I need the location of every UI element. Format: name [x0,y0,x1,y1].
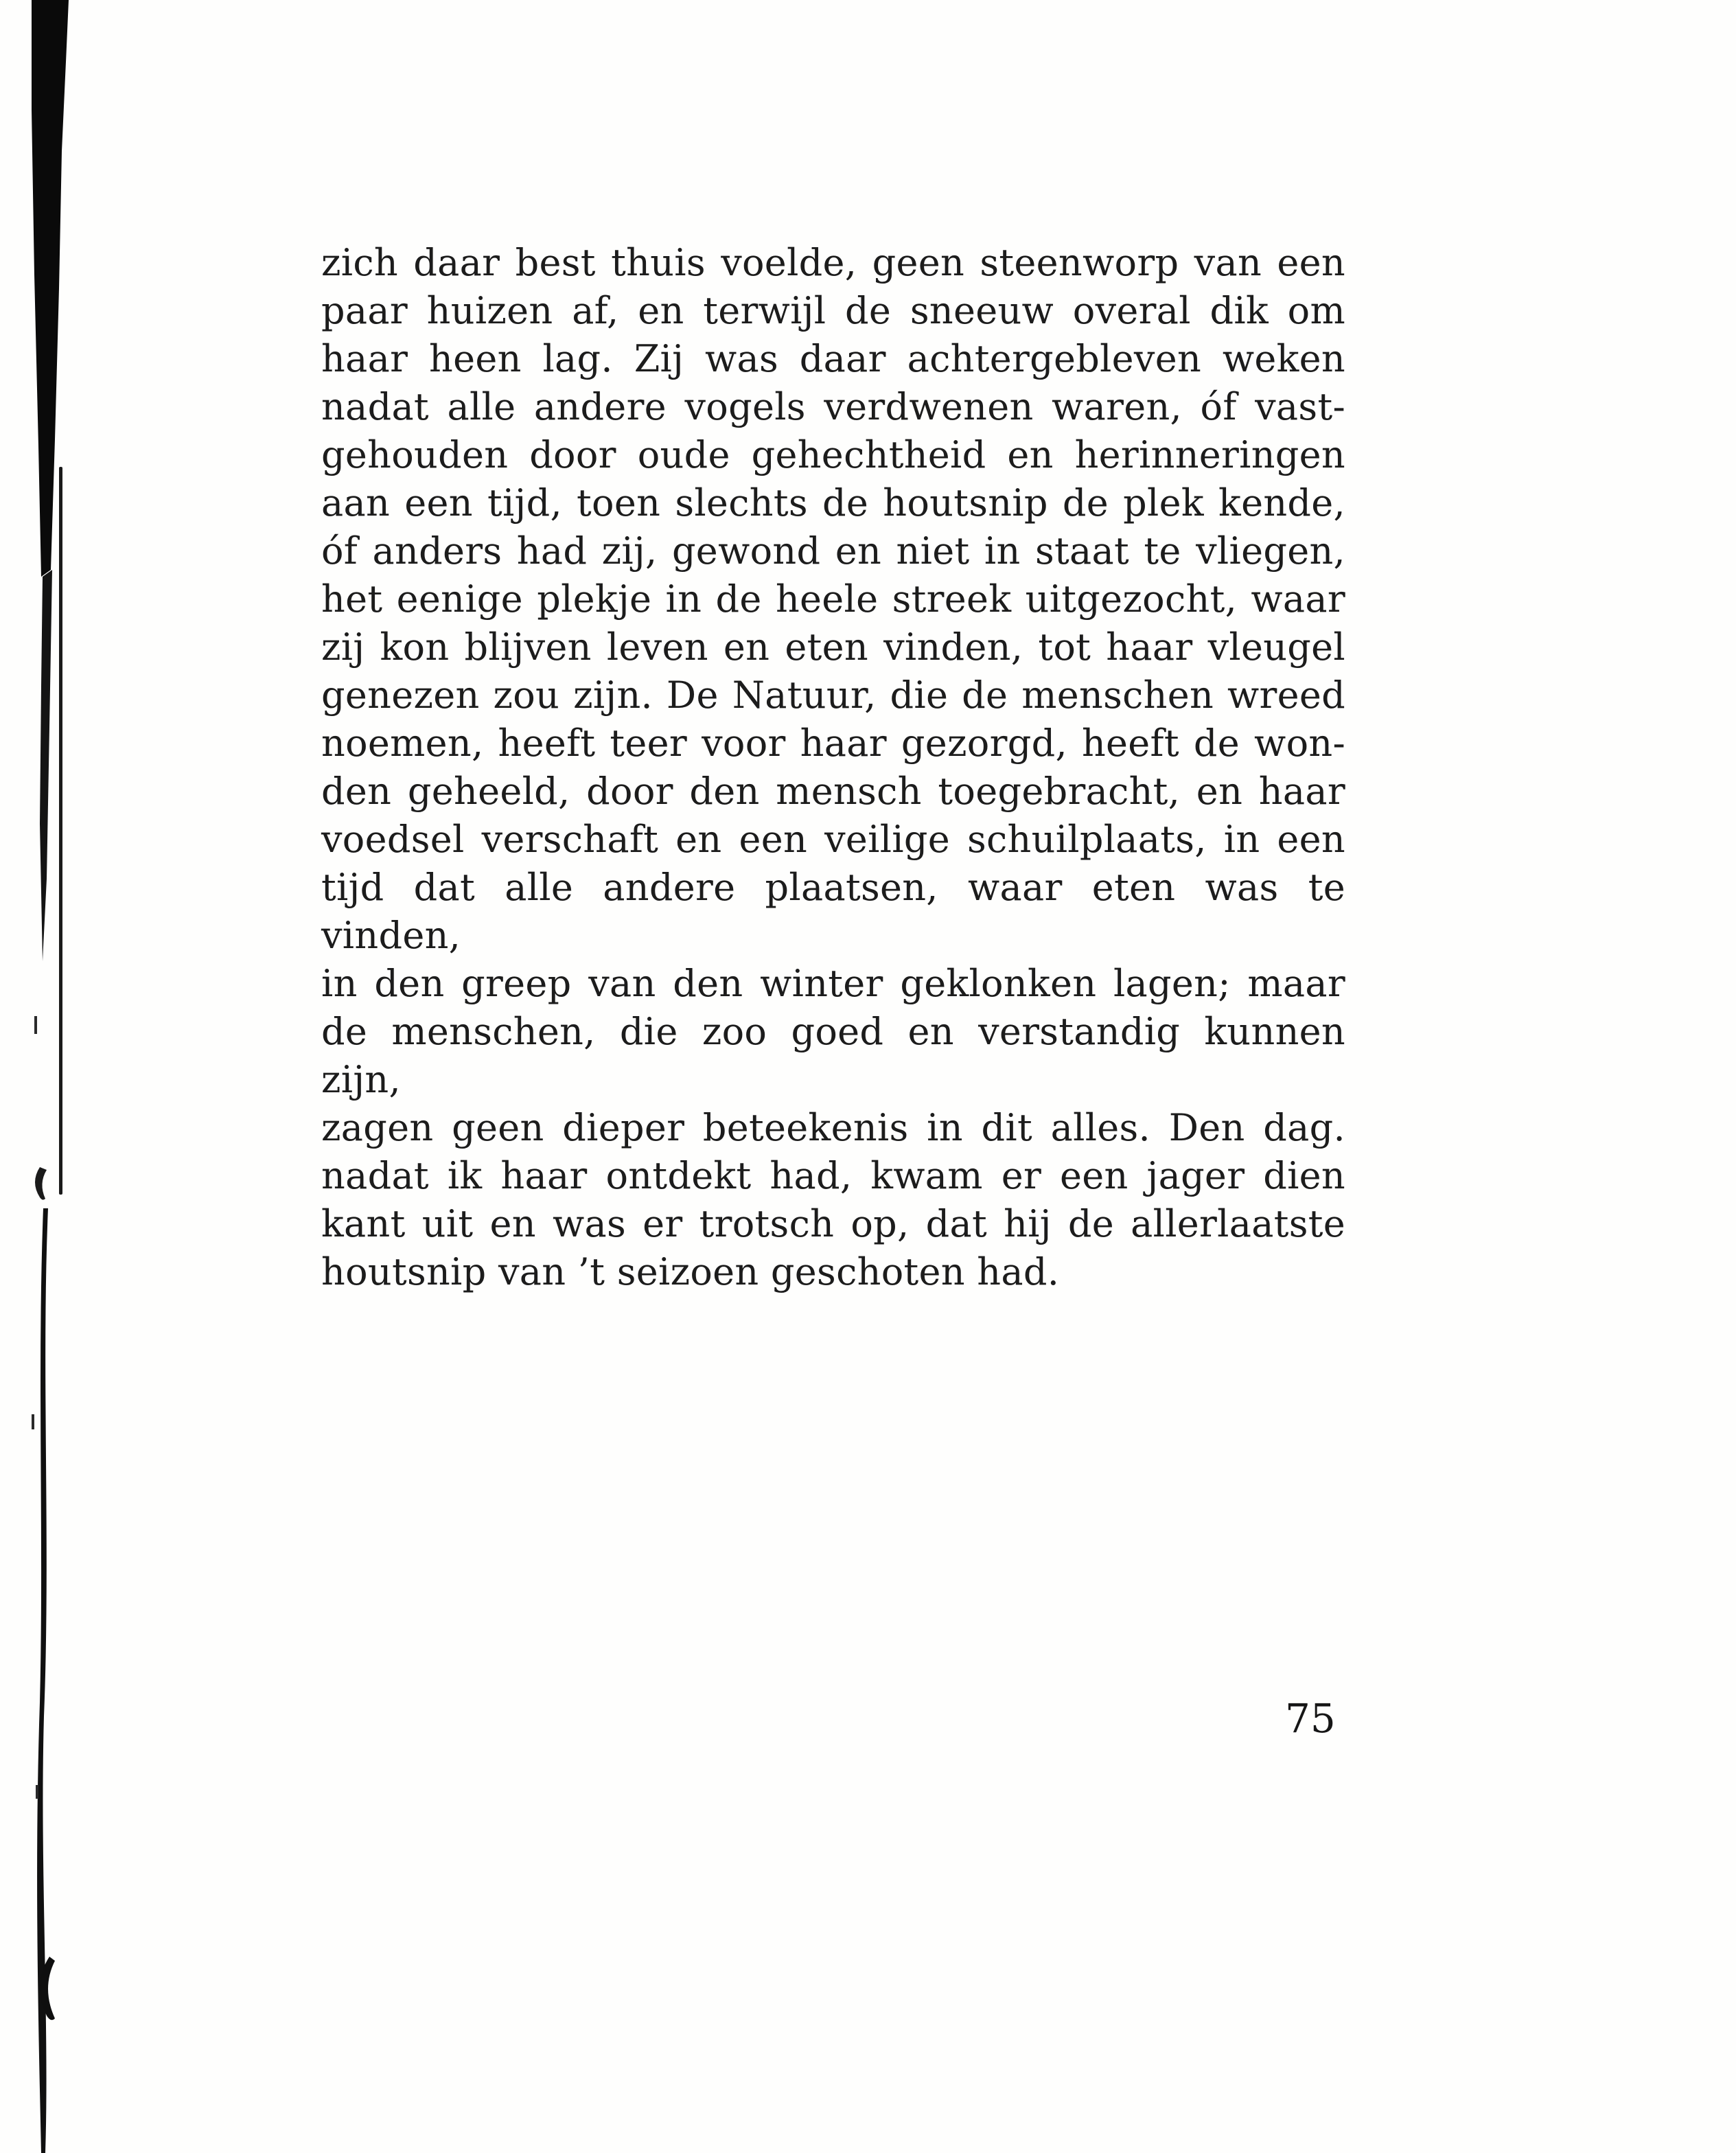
text-line: zich daar best thuis voelde, geen steenworp van een [321,241,1345,284]
page-binding-artifact [0,0,96,2153]
text-block [321,239,1345,1296]
text-line: de menschen, die zoo goed en verstandig kunnen zijn, [321,1010,1345,1101]
text-line: houtsnip van ’t seizoen geschoten had. [321,1250,1060,1293]
text-line: haar heen lag. Zij was daar achtergebleven weken [321,337,1345,380]
text-line: kant uit en was er trotsch op, dat hij de allerlaatste [321,1202,1345,1245]
text-line: aan een tijd, toen slechts de houtsnip de plek kende, [321,481,1345,525]
page-number: 75 [1285,1695,1336,1742]
text-line: zij kon blijven leven en eten vinden, tot haar vleugel [321,625,1345,669]
text-line: nadat alle andere vogels verdwenen waren, óf vast- [321,385,1345,428]
text-line: tijd dat alle andere plaatsen, waar eten was te vinden, [321,866,1345,957]
text-line: in den greep van den winter geklonken lagen; maar [321,962,1345,1005]
text-line: óf anders had zij, gewond en niet in staat te vliegen, [321,529,1345,573]
text-line: nadat ik haar ontdekt had, kwam er een jager dien [321,1154,1345,1197]
text-line: genezen zou zijn. De Natuur, die de menschen wreed [321,673,1345,717]
text-line: den geheeld, door den mensch toegebracht, en haar [321,770,1345,813]
text-line: gehouden door oude gehechtheid en herinneringen [321,433,1345,476]
text-line: paar huizen af, en terwijl de sneeuw overal dik om [321,289,1345,332]
text-line: zagen geen dieper beteekenis in dit alles. Den dag. [321,1106,1345,1149]
text-line: voedsel verschaft en een veilige schuilplaats, in een [321,818,1345,861]
text-line: het eenige plekje in de heele streek uitgezocht, waar [321,577,1345,621]
text-line: noemen, heeft teer voor haar gezorgd, heeft de won- [321,722,1345,765]
